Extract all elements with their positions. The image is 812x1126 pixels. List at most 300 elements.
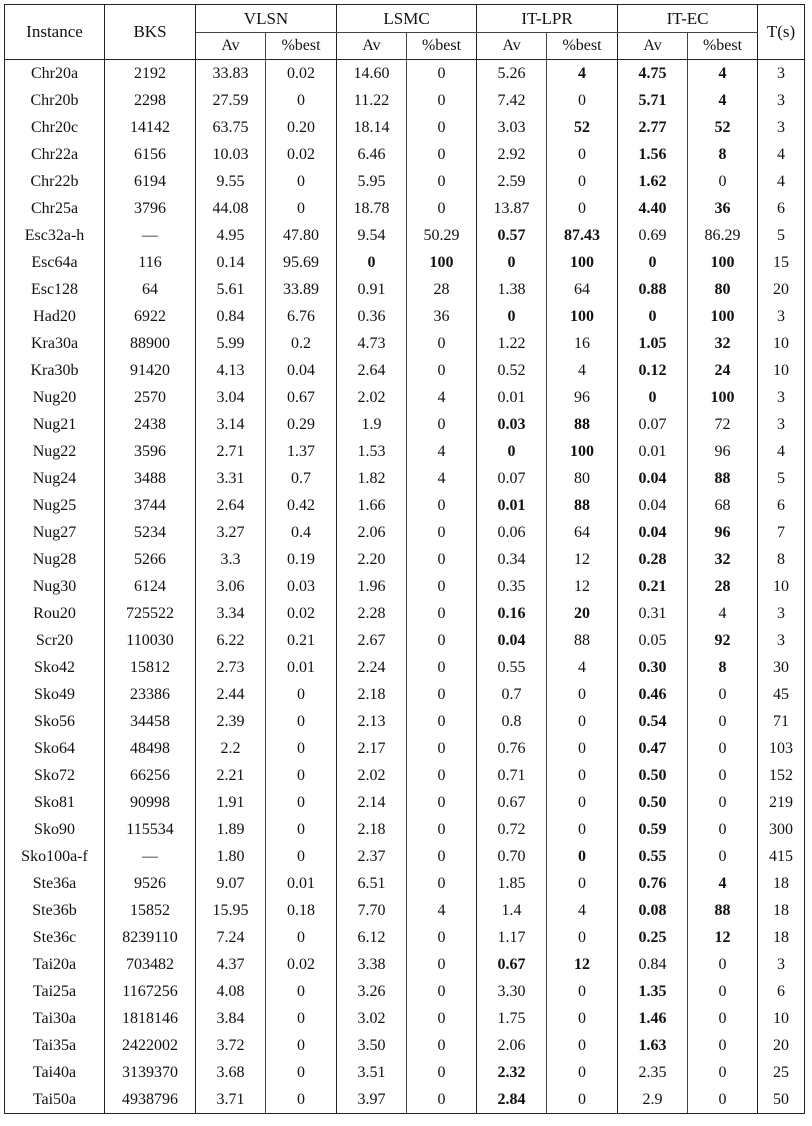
- cell-bks: 6194: [105, 168, 196, 195]
- cell-av: 5.95: [357, 172, 386, 190]
- cell-av: 0.01: [497, 496, 526, 514]
- cell-av: 44.08: [212, 199, 249, 217]
- cell-av: 0.08: [638, 901, 667, 919]
- cell-best: 0: [688, 168, 758, 195]
- cell-av: 27.59: [212, 91, 249, 109]
- cell-av: 4.95: [216, 226, 245, 244]
- table-row: [5, 330, 805, 357]
- cell-av: 0.31: [638, 604, 667, 622]
- cell-av: 0.07: [638, 415, 667, 433]
- cell-time: 6: [758, 978, 805, 1005]
- cell-av: 0.91: [357, 280, 386, 298]
- cell-av: 3.84: [216, 1009, 245, 1027]
- cell-instance: Ste36a: [5, 870, 105, 897]
- cell-best: 4: [688, 87, 758, 114]
- table-row: [5, 573, 805, 600]
- cell-time: 50: [758, 1086, 805, 1114]
- cell-av: 0.36: [357, 307, 386, 325]
- cell-best: 28: [688, 573, 758, 600]
- cell-av: 2.17: [357, 739, 386, 757]
- cell-av: 1.75: [497, 1009, 526, 1027]
- cell-time: 25: [758, 1059, 805, 1086]
- cell-av: 2.02: [357, 766, 386, 784]
- cell-av: 2.64: [357, 361, 386, 379]
- table-row: [5, 438, 805, 465]
- cell-av: 10.03: [212, 145, 249, 163]
- cell-best: 0: [407, 627, 477, 654]
- cell-instance: Chr20a: [5, 60, 105, 88]
- cell-best: 100: [688, 303, 758, 330]
- cell-av: 2.13: [357, 712, 386, 730]
- cell-bks: 6922: [105, 303, 196, 330]
- cell-av: 3.38: [357, 955, 386, 973]
- cell-instance: Nug22: [5, 438, 105, 465]
- cell-best: 92: [688, 627, 758, 654]
- cell-bks: 8239110: [105, 924, 196, 951]
- cell-av: 3.50: [357, 1036, 386, 1054]
- cell-av: 6.46: [357, 145, 386, 163]
- cell-av: 6.12: [357, 928, 386, 946]
- cell-bks: 2570: [105, 384, 196, 411]
- cell-av: 1.80: [216, 847, 245, 865]
- cell-av: 0.59: [638, 820, 667, 838]
- cell-av: 0.50: [638, 793, 667, 811]
- cell-best: 0: [547, 195, 618, 222]
- cell-av: 0.76: [497, 739, 526, 757]
- cell-av: 0.05: [638, 631, 667, 649]
- cell-av: 0.04: [638, 469, 667, 487]
- cell-av: 2.20: [357, 550, 386, 568]
- table-row: [5, 492, 805, 519]
- cell-av: 9.07: [216, 874, 245, 892]
- cell-instance: Tai30a: [5, 1005, 105, 1032]
- cell-best: 0: [407, 1059, 477, 1086]
- table-row: [5, 978, 805, 1005]
- cell-av: 2.64: [216, 496, 245, 514]
- cell-av: 1.63: [638, 1036, 667, 1054]
- cell-bks: 66256: [105, 762, 196, 789]
- cell-time: 15: [758, 249, 805, 276]
- cell-av: 0.7: [501, 685, 522, 703]
- cell-best: 4: [547, 654, 618, 681]
- header-best: %best: [688, 33, 758, 60]
- cell-av: 2.14: [357, 793, 386, 811]
- cell-instance: Tai35a: [5, 1032, 105, 1059]
- cell-best: 36: [407, 303, 477, 330]
- cell-av: 7.24: [216, 928, 245, 946]
- cell-best: 0: [266, 87, 337, 114]
- cell-bks: 5266: [105, 546, 196, 573]
- cell-av: 0.25: [638, 928, 667, 946]
- cell-instance: Nug28: [5, 546, 105, 573]
- cell-best: 0: [547, 708, 618, 735]
- cell-best: 0.03: [266, 573, 337, 600]
- cell-best: 8: [688, 141, 758, 168]
- table-row: [5, 951, 805, 978]
- cell-bks: 88900: [105, 330, 196, 357]
- cell-best: 0: [266, 1086, 337, 1114]
- cell-best: 64: [547, 276, 618, 303]
- cell-time: 20: [758, 1032, 805, 1059]
- cell-best: 0: [688, 951, 758, 978]
- cell-best: 0.02: [266, 600, 337, 627]
- cell-av: 4.73: [357, 334, 386, 352]
- header-av: Av: [618, 33, 688, 60]
- cell-best: 0: [266, 708, 337, 735]
- cell-bks: 725522: [105, 600, 196, 627]
- cell-av: 9.54: [357, 226, 386, 244]
- cell-bks: 6156: [105, 141, 196, 168]
- table-row: [5, 60, 805, 88]
- cell-best: 4: [547, 60, 618, 88]
- cell-best: 0: [407, 1086, 477, 1114]
- cell-instance: Chr25a: [5, 195, 105, 222]
- cell-av: 2.77: [638, 118, 667, 136]
- cell-av: 2.28: [357, 604, 386, 622]
- cell-time: 103: [758, 735, 805, 762]
- cell-best: 0: [407, 114, 477, 141]
- table-row: [5, 924, 805, 951]
- cell-av: 2.92: [497, 145, 526, 163]
- cell-best: 0: [407, 573, 477, 600]
- cell-av: 5.61: [216, 280, 245, 298]
- table-row: [5, 168, 805, 195]
- header-best: %best: [407, 33, 477, 60]
- cell-av: 3.68: [216, 1063, 245, 1081]
- cell-av: 3.27: [216, 523, 245, 541]
- cell-av: 0.55: [497, 658, 526, 676]
- cell-av: 14.60: [353, 64, 390, 82]
- cell-av: 7.42: [497, 91, 526, 109]
- cell-av: 1.35: [638, 982, 667, 1000]
- cell-best: 0: [547, 87, 618, 114]
- cell-instance: Nug20: [5, 384, 105, 411]
- cell-best: 64: [547, 519, 618, 546]
- cell-av: 2.06: [357, 523, 386, 541]
- cell-best: 0: [547, 681, 618, 708]
- cell-best: 0: [407, 654, 477, 681]
- cell-av: 9.55: [216, 172, 245, 190]
- cell-av: 4.75: [638, 64, 667, 82]
- cell-instance: Sko72: [5, 762, 105, 789]
- cell-best: 28: [407, 276, 477, 303]
- cell-time: 10: [758, 1005, 805, 1032]
- cell-av: 13.87: [493, 199, 530, 217]
- cell-best: 87.43: [547, 222, 618, 249]
- cell-best: 4: [407, 438, 477, 465]
- cell-best: 4: [688, 60, 758, 88]
- table-row: [5, 1059, 805, 1086]
- cell-best: 0.2: [266, 330, 337, 357]
- cell-av: 11.22: [353, 91, 390, 109]
- cell-bks: 9526: [105, 870, 196, 897]
- table-row: [5, 870, 805, 897]
- cell-av: 0: [648, 253, 657, 271]
- cell-best: 0.7: [266, 465, 337, 492]
- cell-best: 0: [407, 519, 477, 546]
- cell-best: 0: [266, 816, 337, 843]
- cell-time: 6: [758, 195, 805, 222]
- cell-av: 2.9: [618, 1086, 688, 1114]
- cell-av: 2.84: [477, 1086, 547, 1114]
- cell-best: 0: [266, 978, 337, 1005]
- cell-bks: 90998: [105, 789, 196, 816]
- cell-best: 0: [688, 708, 758, 735]
- cell-best: 0: [688, 735, 758, 762]
- table-header: [5, 5, 805, 60]
- cell-best: 0: [547, 870, 618, 897]
- cell-time: 5: [758, 465, 805, 492]
- header-group-it-ec: IT-EC: [618, 5, 758, 33]
- cell-av: 3.34: [216, 604, 245, 622]
- cell-av: 2.37: [357, 847, 386, 865]
- cell-best: 100: [547, 438, 618, 465]
- cell-best: 88: [547, 411, 618, 438]
- cell-av: 3.04: [216, 388, 245, 406]
- cell-time: 18: [758, 870, 805, 897]
- cell-av: 2.21: [216, 766, 245, 784]
- cell-best: 0: [547, 1086, 618, 1114]
- cell-av: 7.70: [357, 901, 386, 919]
- cell-av: 1.91: [216, 793, 245, 811]
- cell-best: 100: [407, 249, 477, 276]
- cell-best: 100: [688, 249, 758, 276]
- cell-av: 2.71: [216, 442, 245, 460]
- cell-av: 0.01: [638, 442, 667, 460]
- cell-best: 0: [407, 357, 477, 384]
- cell-av: 2.18: [357, 685, 386, 703]
- table-row: [5, 1005, 805, 1032]
- table-row: [5, 843, 805, 870]
- cell-av: 2.39: [216, 712, 245, 730]
- cell-time: 3: [758, 951, 805, 978]
- cell-av: 0.69: [638, 226, 667, 244]
- cell-best: 0: [407, 978, 477, 1005]
- cell-bks: 48498: [105, 735, 196, 762]
- cell-av: 0.47: [638, 739, 667, 757]
- cell-av: 6.51: [357, 874, 386, 892]
- cell-av: 2.02: [357, 388, 386, 406]
- cell-best: 0: [266, 762, 337, 789]
- cell-av: 3.14: [216, 415, 245, 433]
- cell-best: 0.01: [266, 870, 337, 897]
- cell-best: 0: [407, 735, 477, 762]
- table-row: [5, 816, 805, 843]
- cell-instance: Chr20c: [5, 114, 105, 141]
- cell-av: 4.08: [216, 982, 245, 1000]
- cell-av: 0.8: [501, 712, 522, 730]
- cell-best: 0: [407, 492, 477, 519]
- cell-av: 1.66: [357, 496, 386, 514]
- cell-av: 33.83: [212, 64, 249, 82]
- cell-av: 3.03: [497, 118, 526, 136]
- cell-best: 72: [688, 411, 758, 438]
- cell-best: 88: [688, 897, 758, 924]
- cell-best: 0.19: [266, 546, 337, 573]
- cell-av: 1.9: [361, 415, 382, 433]
- cell-best: 0.21: [266, 627, 337, 654]
- table-row: [5, 114, 805, 141]
- cell-time: 3: [758, 411, 805, 438]
- cell-av: 2.44: [216, 685, 245, 703]
- cell-bks: —: [105, 222, 196, 249]
- cell-time: 7: [758, 519, 805, 546]
- cell-best: 4: [688, 600, 758, 627]
- cell-av: 4.37: [216, 955, 245, 973]
- cell-av: 0.04: [497, 631, 526, 649]
- cell-instance: Nug27: [5, 519, 105, 546]
- cell-av: 0.14: [216, 253, 245, 271]
- table-body: [5, 60, 805, 1114]
- cell-best: 12: [547, 546, 618, 573]
- cell-best: 0.04: [266, 357, 337, 384]
- table-row: [5, 303, 805, 330]
- cell-best: 0: [266, 1032, 337, 1059]
- cell-av: 1.62: [638, 172, 667, 190]
- cell-best: 0.01: [266, 654, 337, 681]
- cell-av: 3.06: [216, 577, 245, 595]
- cell-best: 33.89: [266, 276, 337, 303]
- cell-instance: Nug25: [5, 492, 105, 519]
- cell-av: 0.46: [638, 685, 667, 703]
- cell-av: 0.50: [638, 766, 667, 784]
- cell-bks: 3596: [105, 438, 196, 465]
- cell-best: 0: [407, 60, 477, 88]
- cell-best: 0.42: [266, 492, 337, 519]
- cell-av: 0: [367, 253, 376, 271]
- cell-best: 0: [407, 195, 477, 222]
- cell-best: 52: [547, 114, 618, 141]
- cell-instance: Sko64: [5, 735, 105, 762]
- cell-instance: Tai20a: [5, 951, 105, 978]
- cell-best: 47.80: [266, 222, 337, 249]
- cell-best: 0: [266, 1059, 337, 1086]
- table-row: [5, 600, 805, 627]
- cell-bks: 2438: [105, 411, 196, 438]
- cell-av: 0: [507, 253, 516, 271]
- cell-av: 3.97: [337, 1086, 407, 1114]
- cell-av: 3.30: [497, 982, 526, 1000]
- cell-time: 3: [758, 60, 805, 88]
- cell-time: 4: [758, 168, 805, 195]
- cell-av: 2.2: [220, 739, 241, 757]
- cell-time: 8: [758, 546, 805, 573]
- cell-best: 0: [547, 816, 618, 843]
- cell-av: 1.85: [497, 874, 526, 892]
- header-best: %best: [547, 33, 618, 60]
- cell-best: 100: [547, 303, 618, 330]
- cell-bks: 2422002: [105, 1032, 196, 1059]
- cell-best: 0: [407, 141, 477, 168]
- cell-bks: 3796: [105, 195, 196, 222]
- cell-best: 0: [547, 1059, 618, 1086]
- cell-best: 0: [547, 843, 618, 870]
- cell-best: 0: [547, 168, 618, 195]
- table-row: [5, 681, 805, 708]
- cell-av: 0.04: [638, 523, 667, 541]
- cell-instance: Esc32a-h: [5, 222, 105, 249]
- cell-best: 0: [547, 1005, 618, 1032]
- header-time: T(s): [758, 5, 805, 60]
- cell-instance: Sko56: [5, 708, 105, 735]
- cell-instance: Kra30a: [5, 330, 105, 357]
- cell-time: 71: [758, 708, 805, 735]
- cell-time: 3: [758, 114, 805, 141]
- cell-best: 100: [547, 249, 618, 276]
- cell-instance: Nug30: [5, 573, 105, 600]
- cell-best: 0: [688, 843, 758, 870]
- table-row: [5, 276, 805, 303]
- cell-bks: 1167256: [105, 978, 196, 1005]
- cell-best: 0: [407, 708, 477, 735]
- cell-time: 30: [758, 654, 805, 681]
- cell-instance: Ste36c: [5, 924, 105, 951]
- cell-instance: Chr20b: [5, 87, 105, 114]
- cell-av: 2.24: [357, 658, 386, 676]
- table-row: [5, 357, 805, 384]
- table-row: [5, 897, 805, 924]
- cell-best: 0.29: [266, 411, 337, 438]
- cell-av: 0.57: [497, 226, 526, 244]
- cell-av: 0.04: [638, 496, 667, 514]
- cell-instance: Chr22b: [5, 168, 105, 195]
- cell-instance: Esc64a: [5, 249, 105, 276]
- cell-bks: 2298: [105, 87, 196, 114]
- cell-time: 300: [758, 816, 805, 843]
- cell-av: 5.71: [638, 91, 667, 109]
- cell-best: 12: [688, 924, 758, 951]
- cell-best: 0: [688, 1059, 758, 1086]
- cell-av: 3.02: [357, 1009, 386, 1027]
- cell-best: 0: [407, 1032, 477, 1059]
- cell-av: 0.34: [497, 550, 526, 568]
- cell-time: 5: [758, 222, 805, 249]
- cell-av: 3.71: [196, 1086, 266, 1114]
- cell-best: 0: [266, 681, 337, 708]
- cell-av: 0.84: [216, 307, 245, 325]
- cell-best: 0: [407, 87, 477, 114]
- cell-av: 4.40: [638, 199, 667, 217]
- cell-bks: 6124: [105, 573, 196, 600]
- results-table: [4, 4, 805, 1114]
- cell-av: 2.32: [497, 1063, 526, 1081]
- cell-av: 0.28: [638, 550, 667, 568]
- cell-best: 0: [547, 978, 618, 1005]
- cell-av: 2.06: [497, 1036, 526, 1054]
- table-row: [5, 708, 805, 735]
- cell-bks: 1818146: [105, 1005, 196, 1032]
- cell-av: 0.88: [638, 280, 667, 298]
- cell-best: 0: [266, 735, 337, 762]
- cell-av: 0.21: [638, 577, 667, 595]
- cell-av: 1.22: [497, 334, 526, 352]
- cell-best: 20: [547, 600, 618, 627]
- cell-best: 0: [266, 168, 337, 195]
- header-instance: Instance: [5, 5, 105, 60]
- cell-best: 32: [688, 330, 758, 357]
- cell-best: 0: [407, 924, 477, 951]
- cell-best: 88: [547, 627, 618, 654]
- cell-best: 16: [547, 330, 618, 357]
- cell-best: 0: [407, 870, 477, 897]
- cell-best: 1.37: [266, 438, 337, 465]
- cell-bks: 115534: [105, 816, 196, 843]
- cell-best: 6.76: [266, 303, 337, 330]
- header-av: Av: [337, 33, 407, 60]
- cell-best: 0.02: [266, 60, 337, 88]
- cell-instance: Ste36b: [5, 897, 105, 924]
- header-bks: BKS: [105, 5, 196, 60]
